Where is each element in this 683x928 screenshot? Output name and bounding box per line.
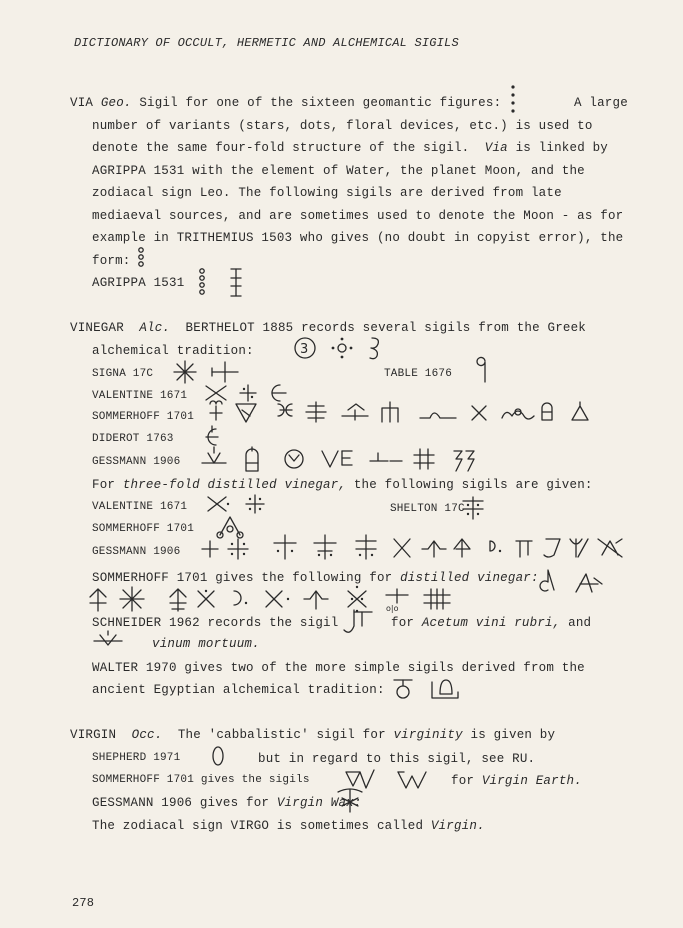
- entry-heading: VINEGAR Alc. BERTHELOT 1885 records several sigils from the Greek: [70, 321, 587, 335]
- schneider-sigil: [340, 606, 380, 636]
- gessmann-three-fold-sigils: [200, 531, 640, 567]
- text-line: for Acetum vini rubri, and: [391, 616, 592, 630]
- walter-sigils: [392, 674, 472, 704]
- text-line: SOMMERHOFF 1701 gives the sigils: [92, 774, 310, 786]
- text-line: mediaeval sources, and are sometimes used to denote the Moon - as for: [92, 209, 624, 223]
- berthelot-sigils: [292, 334, 392, 364]
- text-line: The zodiacal sign VIRGO is sometimes called Virgin.: [92, 819, 485, 833]
- distilled-vinegar-sigils-b: [86, 583, 476, 615]
- entry-heading: VIRGIN Occ. The 'cabbalistic' sigil for virginity is given by: [70, 728, 556, 742]
- text-line: zodiacal sign Leo. The following sigils are derived from late: [92, 186, 562, 200]
- source-label: VALENTINE 1671: [92, 390, 188, 402]
- running-header: DICTIONARY OF OCCULT, HERMETIC AND ALCHEMICAL SIGILS: [74, 36, 459, 50]
- signa-sigils: [172, 360, 242, 384]
- virgin-wax-sigil: [334, 784, 366, 814]
- text-line: number of variants (stars, dots, floral devices, etc.) is used to: [92, 119, 593, 133]
- agrippa-sigils: [196, 266, 256, 300]
- text-line: GESSMANN 1906 gives for Virgin Wax:: [92, 796, 362, 810]
- text-line: example in TRITHEMIUS 1503 who gives (no doubt in copyist error), the: [92, 231, 624, 245]
- text-line: ancient Egyptian alchemical tradition:: [92, 683, 385, 697]
- source-label: DIDEROT 1763: [92, 433, 174, 445]
- text-line: For three-fold distilled vinegar, the following sigils are given:: [92, 478, 593, 492]
- via-geomantic-sigil: [506, 83, 520, 117]
- gessmann-sigils: [200, 443, 500, 479]
- text-line: AGRIPPA 1531 with the element of Water, the planet Moon, and the: [92, 164, 585, 178]
- trithemius-sigil: [136, 246, 146, 268]
- source-label: SIGNA 17C: [92, 368, 154, 380]
- text-line: for Virgin Earth.: [451, 774, 582, 788]
- distilled-vinegar-sigils-a: [536, 568, 616, 596]
- virginity-sigil: [210, 744, 226, 770]
- text-line: alchemical tradition:: [92, 344, 254, 358]
- source-label: SOMMERHOFF 1701: [92, 523, 195, 535]
- text-line: SOMMERHOFF 1701 gives the following for distilled vinegar:: [92, 571, 539, 585]
- source-label: SHELTON 17C: [390, 503, 465, 515]
- text-line: but in regard to this sigil, see RU.: [258, 752, 536, 766]
- source-label: SHEPHERD 1971: [92, 752, 181, 764]
- sommerhoff-sigils: [206, 398, 606, 426]
- vinum-mortuum-sigil: [92, 629, 132, 653]
- text-line: SCHNEIDER 1962 records the sigil: [92, 616, 339, 630]
- text-line: denote the same four-fold structure of the sigil. Via is linked by: [92, 141, 609, 155]
- source-label: VALENTINE 1671: [92, 501, 188, 513]
- page-number: 278: [72, 896, 95, 910]
- text-line: A large: [574, 96, 628, 110]
- table-sigil: [474, 355, 490, 385]
- entry-heading: VIA Geo. Sigil for one of the sixteen geomantic figures:: [70, 96, 502, 110]
- source-label: SOMMERHOFF 1701: [92, 411, 195, 423]
- source-label: GESSMANN 1906: [92, 456, 181, 468]
- text-line: form:: [92, 254, 131, 268]
- svg-text:o|o: o|o: [386, 604, 399, 613]
- source-label: TABLE 1676: [384, 368, 453, 380]
- source-label: GESSMANN 1906: [92, 546, 181, 558]
- text-line: WALTER 1970 gives two of the more simple sigils derived from the: [92, 661, 585, 675]
- text-line: AGRIPPA 1531: [92, 276, 185, 290]
- text-line: vinum mortuum.: [152, 637, 260, 651]
- shelton-sigil: [460, 495, 486, 521]
- svg-text:3: 3: [300, 342, 309, 357]
